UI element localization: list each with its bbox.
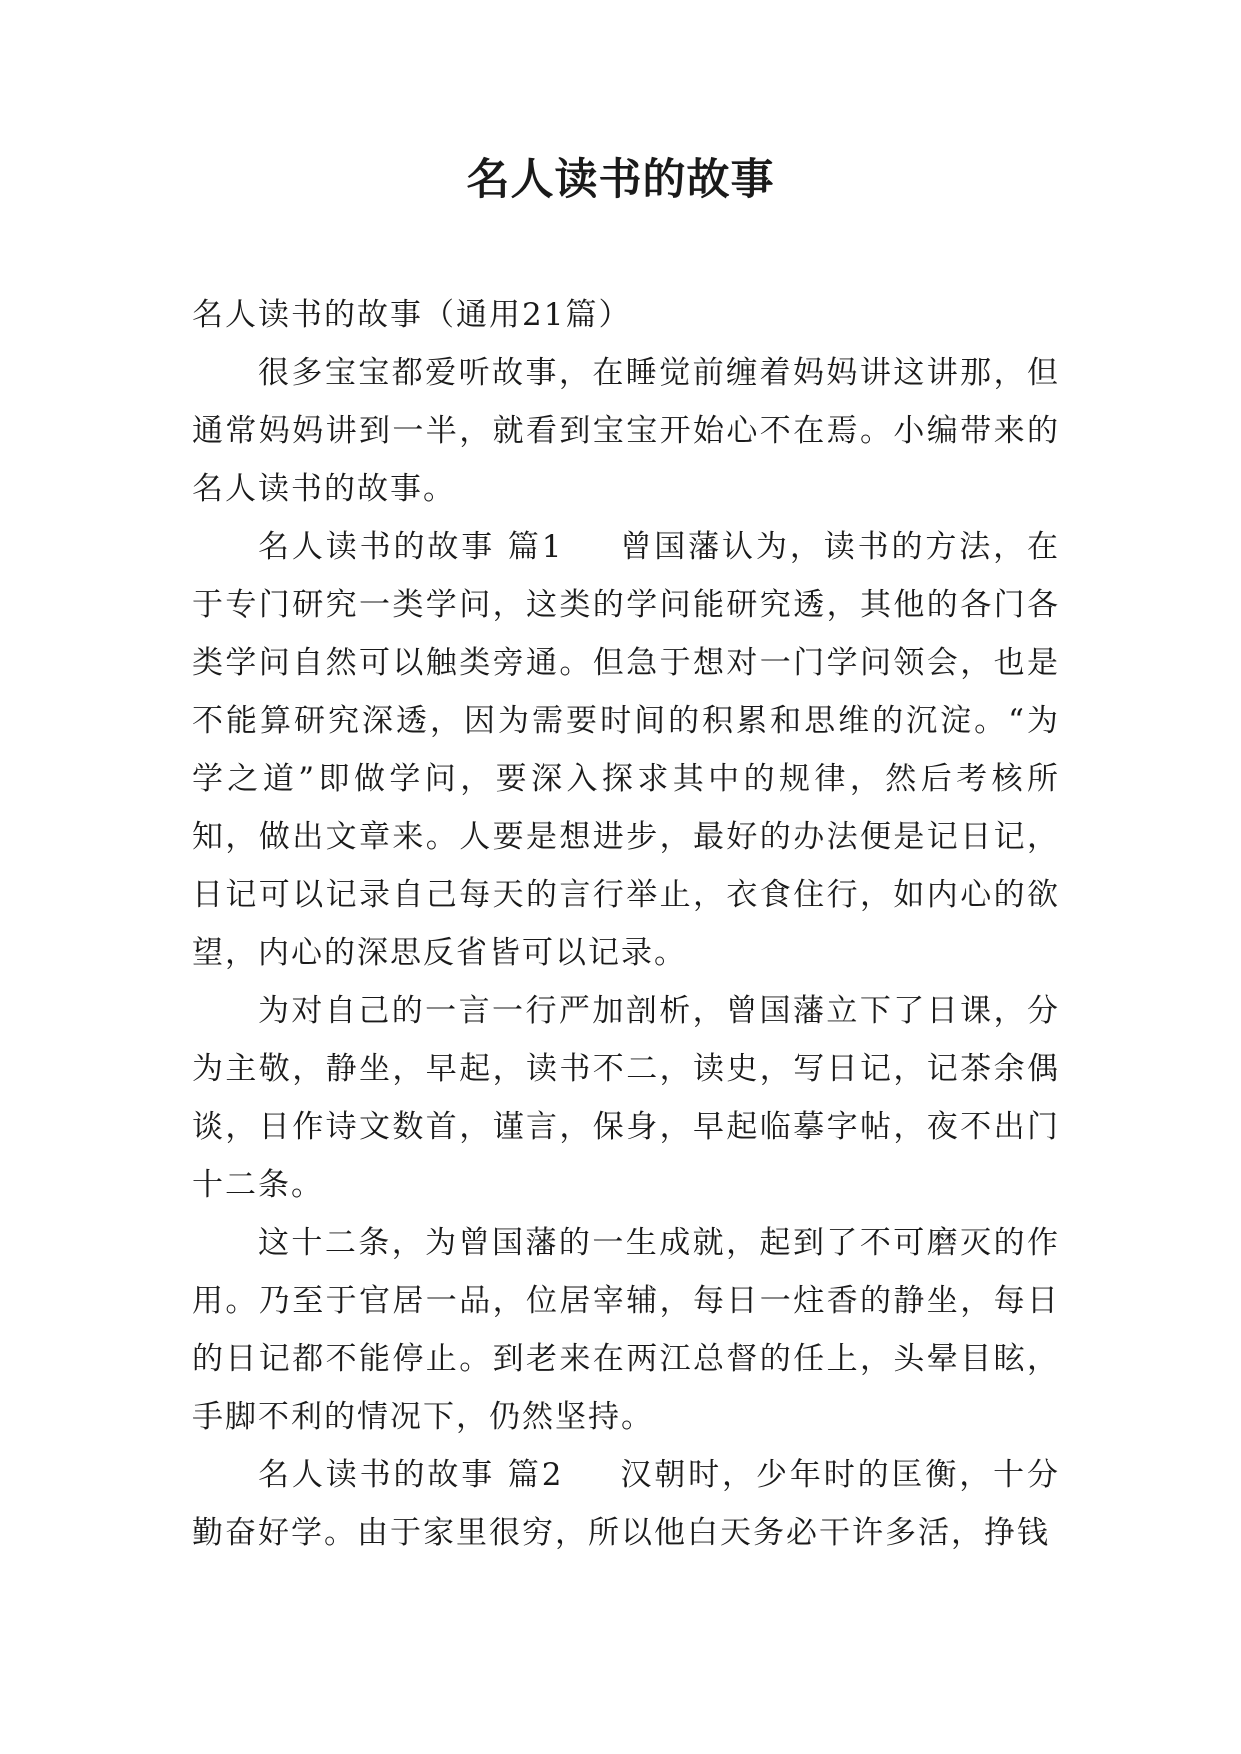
section-2-heading: 名人读书的故事 篇2: [258, 1457, 564, 1493]
section-1-text: 曾国藩认为，读书的方法，在于专门研究一类学问，这类的学问能研究透，其他的各门各类学问自然可以触类旁通。但急于想对一门学问领会，也是不能算研究深透，因为需要时间的积累和思维的沉淀。“为学之道”即做学问，要深入探求其中的规律，然后考核所知，做出文章来。人要是想进步，最好的办法便是记日记，日记可以记录自己每天的言行举止，衣食住行，如内心的欲望，内心的深思反省皆可以记录。: [192, 529, 1061, 971]
document-body: [192, 286, 1060, 1562]
paragraph-3: 这十二条，为曾国藩的一生成就，起到了不可磨灭的作用。乃至于官居一品，位居宰辅，每日一炷香的静坐，每日的日记都不能停止。到老来在两江总督的任上，头晕目眩，手脚不利的情况下，仍然坚持。: [192, 1225, 1060, 1435]
section-2-text: 汉朝时，少年时的匡衡，十分勤奋好学。由于家里很穷，所以他白天务必干许多活，挣钱: [192, 1457, 1061, 1551]
document-subtitle: 名人读书的故事（通用21篇）: [192, 297, 632, 333]
paragraph-2: 为对自己的一言一行严加剖析，曾国藩立下了日课，分为主敬，静坐，早起，读书不二，读史，写日记，记茶余偶谈，日作诗文数首，谨言，保身，早起临摹字帖，夜不出门十二条。: [192, 993, 1060, 1203]
intro-paragraph: 很多宝宝都爱听故事，在睡觉前缠着妈妈讲这讲那，但通常妈妈讲到一半，就看到宝宝开始心不在焉。小编带来的名人读书的故事。: [192, 355, 1060, 507]
section-1-paragraph: [192, 518, 1060, 982]
section-1-heading: 名人读书的故事 篇1: [258, 529, 564, 565]
section-2-paragraph: [192, 1446, 1060, 1562]
document-title: 名人读书的故事: [466, 155, 775, 205]
